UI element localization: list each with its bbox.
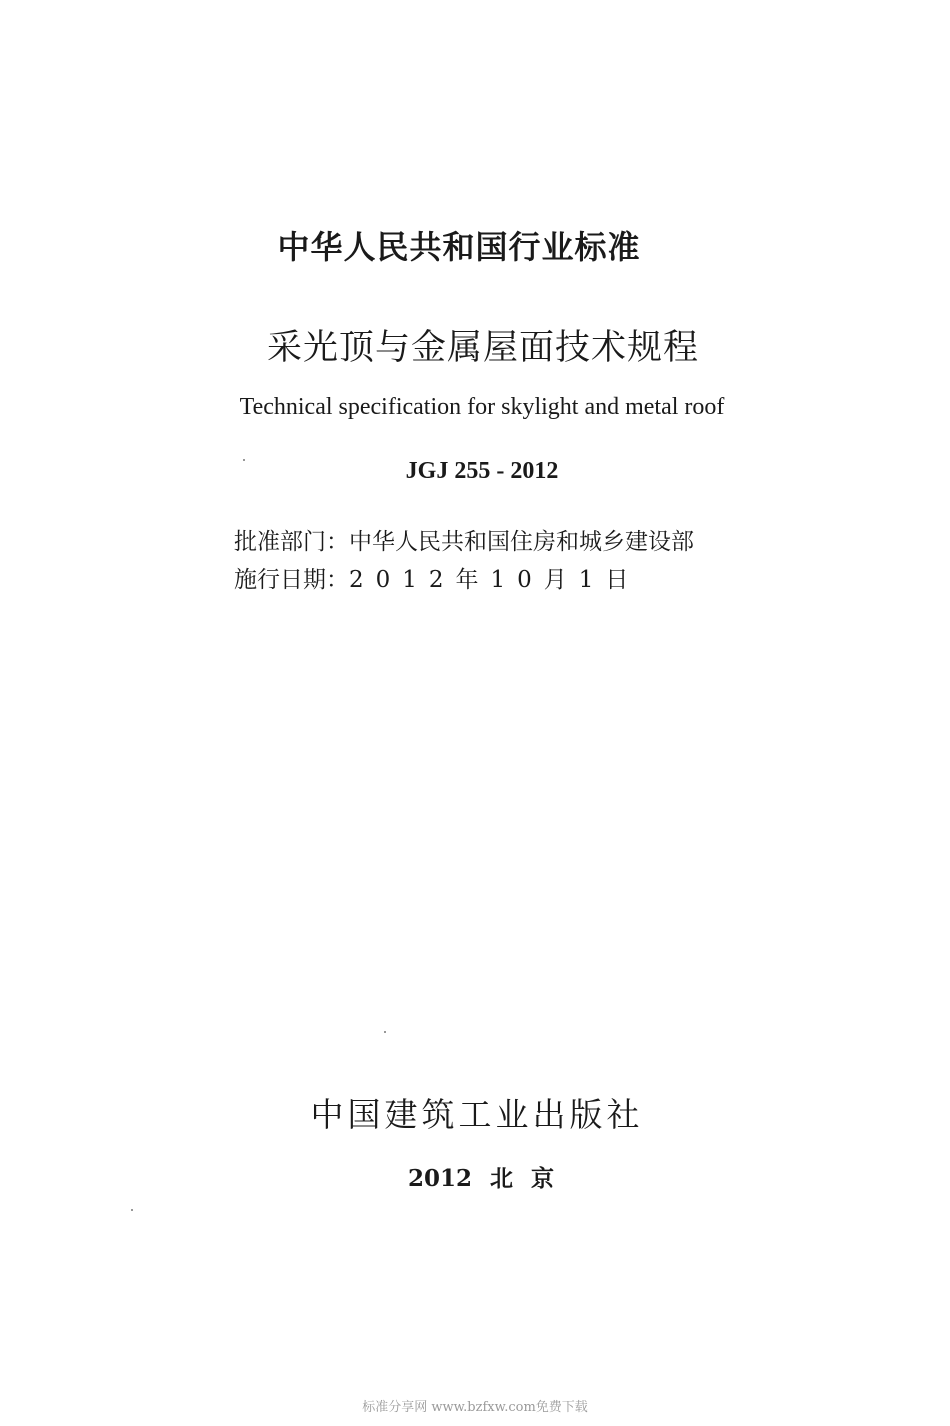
approval-department-label: 批准部门： <box>234 529 349 555</box>
scan-speck <box>384 1031 386 1033</box>
footer-watermark: 标准分享网 www.bzfxw.com免费下载 <box>362 1400 588 1415</box>
effective-date-row <box>234 561 640 594</box>
effective-date-label: 施行日期： <box>234 567 349 593</box>
effective-date-value: 2012年10月1日 <box>349 567 641 593</box>
approval-department-row <box>234 523 694 556</box>
scan-speck <box>131 1209 133 1211</box>
scan-speck <box>243 459 245 461</box>
document-title-zh: 采光顶与金属屋面技术规程 <box>266 328 699 368</box>
standard-category: 中华人民共和国行业标准 <box>277 228 641 266</box>
publication-year-place: 2012 北 京 <box>407 1165 555 1192</box>
standard-code: JGJ 255 - 2012 <box>405 458 559 484</box>
approval-department-value: 中华人民共和国住房和城乡建设部 <box>349 529 694 555</box>
document-title-en: Technical specification for skylight and metal roof <box>239 394 725 420</box>
publisher-name: 中国建筑工业出版社 <box>310 1095 644 1134</box>
